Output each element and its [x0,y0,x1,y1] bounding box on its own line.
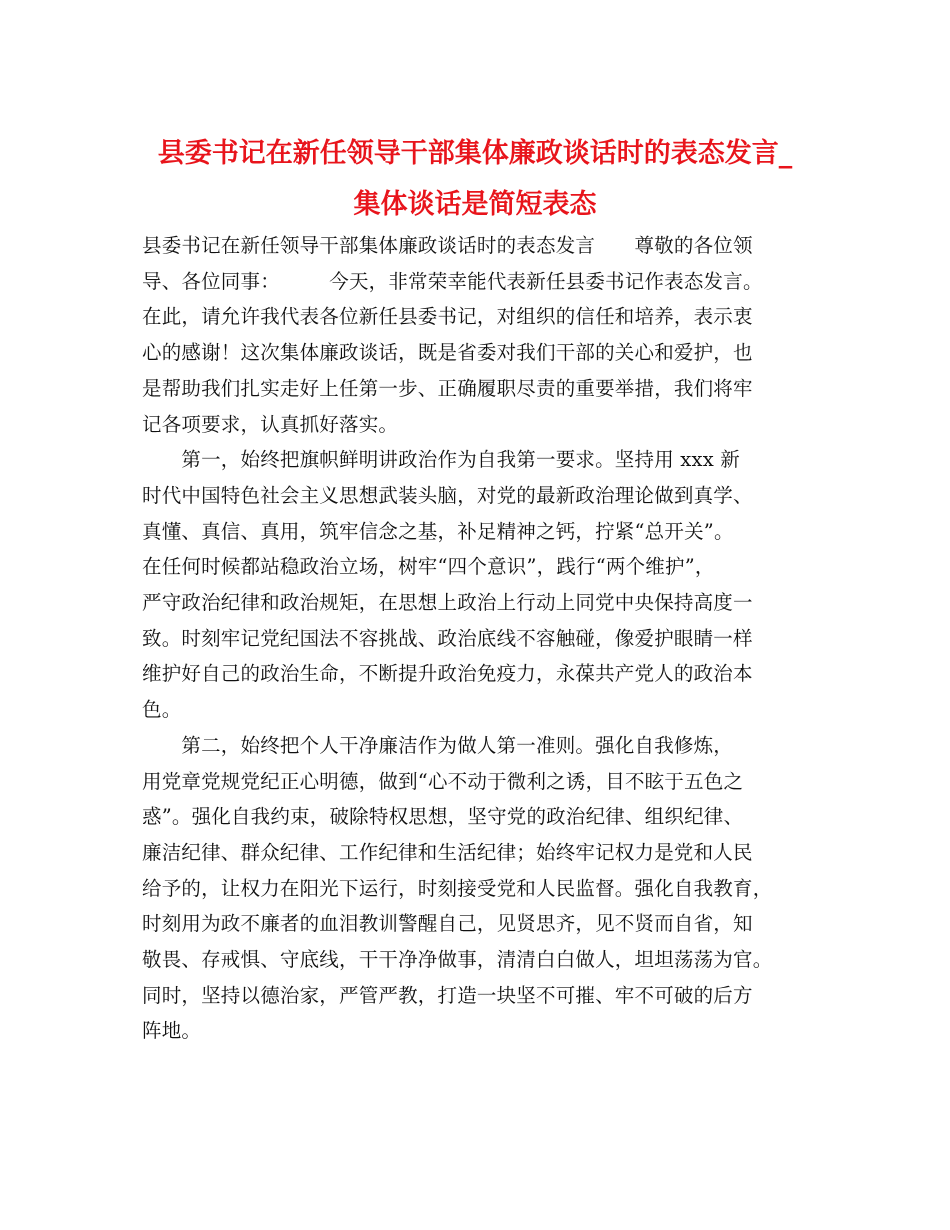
body-line: 导、各位同事： 今天，非常荣幸能代表新任县委书记作表态发言。 [142,269,763,293]
title-line-2: 集体谈话是简短表态 [353,189,597,220]
body-line: 维护好自己的政治生命，不断提升政治免疫力，永葆共产党人的政治本 [142,662,753,686]
body-line: 时代中国特色社会主义思想武装头脑，对党的最新政治理论做到真学、 [142,483,753,507]
body-line: 色。 [142,698,182,722]
body-line: 惑”。强化自我约束，破除特权思想，坚守党的政治纪律、组织纪律、 [142,805,744,829]
body-line: 用党章党规党纪正心明德，做到“心不动于微利之诱，目不眩于五色之 [142,769,744,793]
body-line: 记各项要求，认真抓好落实。 [142,412,399,436]
body-line: 心的感谢！这次集体廉政谈话，既是省委对我们干部的关心和爱护，也 [142,341,753,365]
body-line: 致。时刻牢记党纪国法不容挑战、政治底线不容触碰，像爱护眼睛一样 [142,626,753,650]
body-line: 第二，始终把个人干净廉洁作为做人第一准则。强化自我修炼， [142,733,734,757]
document-title [110,128,840,230]
body-line: 同时，坚持以德治家，严管严教，打造一块坚不可摧、牢不可破的后方 [142,983,753,1007]
title-line-1: 县委书记在新任领导干部集体廉政谈话时的表态发言_ [157,138,793,169]
body-line: 真懂、真信、真用，筑牢信念之基，补足精神之钙，拧紧“总开关”。 [142,519,734,543]
document-body [142,228,818,1049]
body-line: 时刻用为政不廉者的血泪教训警醒自己，见贤思齐，见不贤而自省，知 [142,912,753,936]
body-line: 县委书记在新任领导干部集体廉政谈话时的表态发言 尊敬的各位领 [142,234,753,257]
body-line: 在此，请允许我代表各位新任县委书记，对组织的信任和培养，表示衷 [142,305,753,329]
body-line: 第一，始终把旗帜鲜明讲政治作为自我第一要求。坚持用 xxx 新 [142,448,740,472]
body-line: 敬畏、存戒惧、守底线，干干净净做事，清清白白做人，坦坦荡荡为官。 [142,948,773,972]
body-line: 在任何时候都站稳政治立场，树牢“四个意识”，践行“两个维护”， [142,555,715,579]
body-line: 严守政治纪律和政治规矩，在思想上政治上行动上同党中央保持高度一 [142,591,753,615]
body-line: 是帮助我们扎实走好上任第一步、正确履职尽责的重要举措，我们将牢 [142,376,753,400]
body-line: 阵地。 [142,1019,202,1043]
body-line: 给予的，让权力在阳光下运行，时刻接受党和人民监督。强化自我教育， [142,876,773,900]
body-line: 廉洁纪律、群众纪律、工作纪律和生活纪律；始终牢记权力是党和人民 [142,840,753,864]
